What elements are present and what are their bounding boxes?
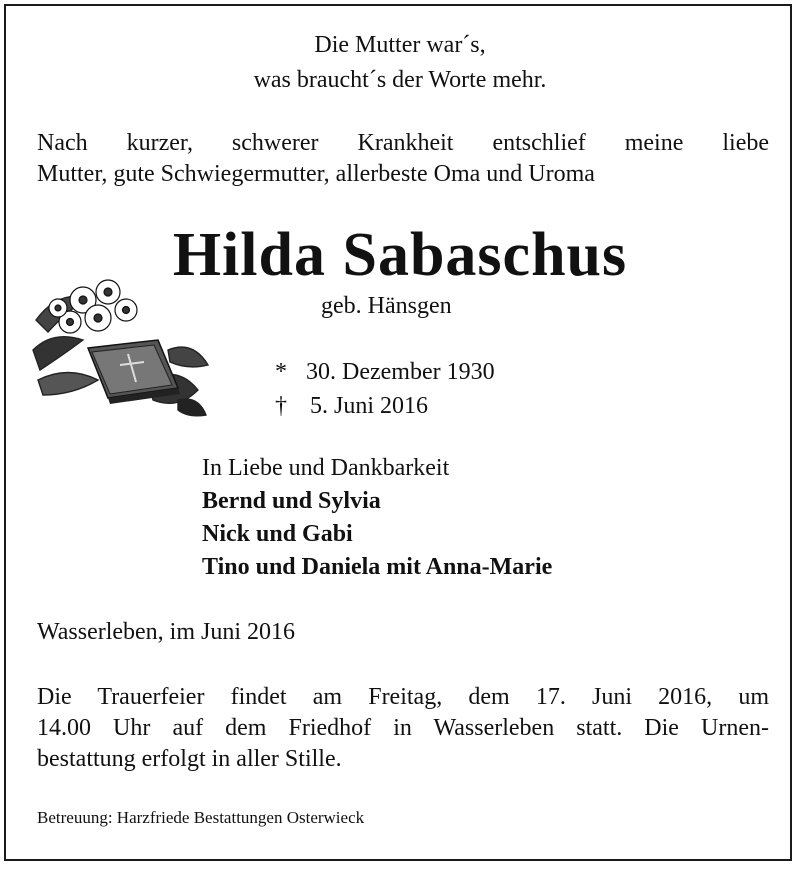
birth-row xyxy=(262,355,495,389)
birth-date: 30. Dezember 1930 xyxy=(306,359,495,385)
death-cross-symbol: † xyxy=(275,393,287,419)
mourner-1: Bernd und Sylvia xyxy=(202,488,381,514)
deceased-name: Hilda Sabaschus xyxy=(172,221,628,289)
service-line-2: 14.00 Uhr auf dem Friedhof in Wasserleben statt. Die Urnen- xyxy=(37,715,769,741)
service-paragraph xyxy=(37,682,769,775)
poem-line-2: was braucht´s der Worte mehr. xyxy=(253,67,547,93)
death-date: 5. Juni 2016 xyxy=(310,393,429,419)
mourner-2: Nick und Gabi xyxy=(202,521,353,547)
service-line-1: Die Trauerfeier findet am Freitag, dem 17. Juni 2016, um xyxy=(37,684,769,710)
mourners-block xyxy=(202,452,552,584)
service-line-3: bestattung erfolgt in aller Stille. xyxy=(37,746,342,772)
poem-line-1: Die Mutter war´s, xyxy=(314,32,486,58)
intro-line-1: Nach kurzer, schwerer Krankheit entschlief meine liebe xyxy=(37,130,769,156)
intro-line-2: Mutter, gute Schwiegermutter, allerbeste Oma und Uroma xyxy=(37,161,595,187)
place-date: Wasserleben, im Juni 2016 xyxy=(37,619,296,645)
funeral-home-credit: Betreuung: Harzfriede Bestattungen Osterwieck xyxy=(37,808,365,827)
flowers-and-book-illustration xyxy=(28,270,210,420)
mourner-3: Tino und Daniela mit Anna-Marie xyxy=(202,554,553,580)
mourners-intro: In Liebe und Dankbarkeit xyxy=(202,455,450,481)
birth-star-symbol: * xyxy=(275,359,287,385)
intro-paragraph xyxy=(37,128,769,190)
maiden-name: geb. Hänsgen xyxy=(321,293,452,319)
death-row xyxy=(262,389,428,423)
